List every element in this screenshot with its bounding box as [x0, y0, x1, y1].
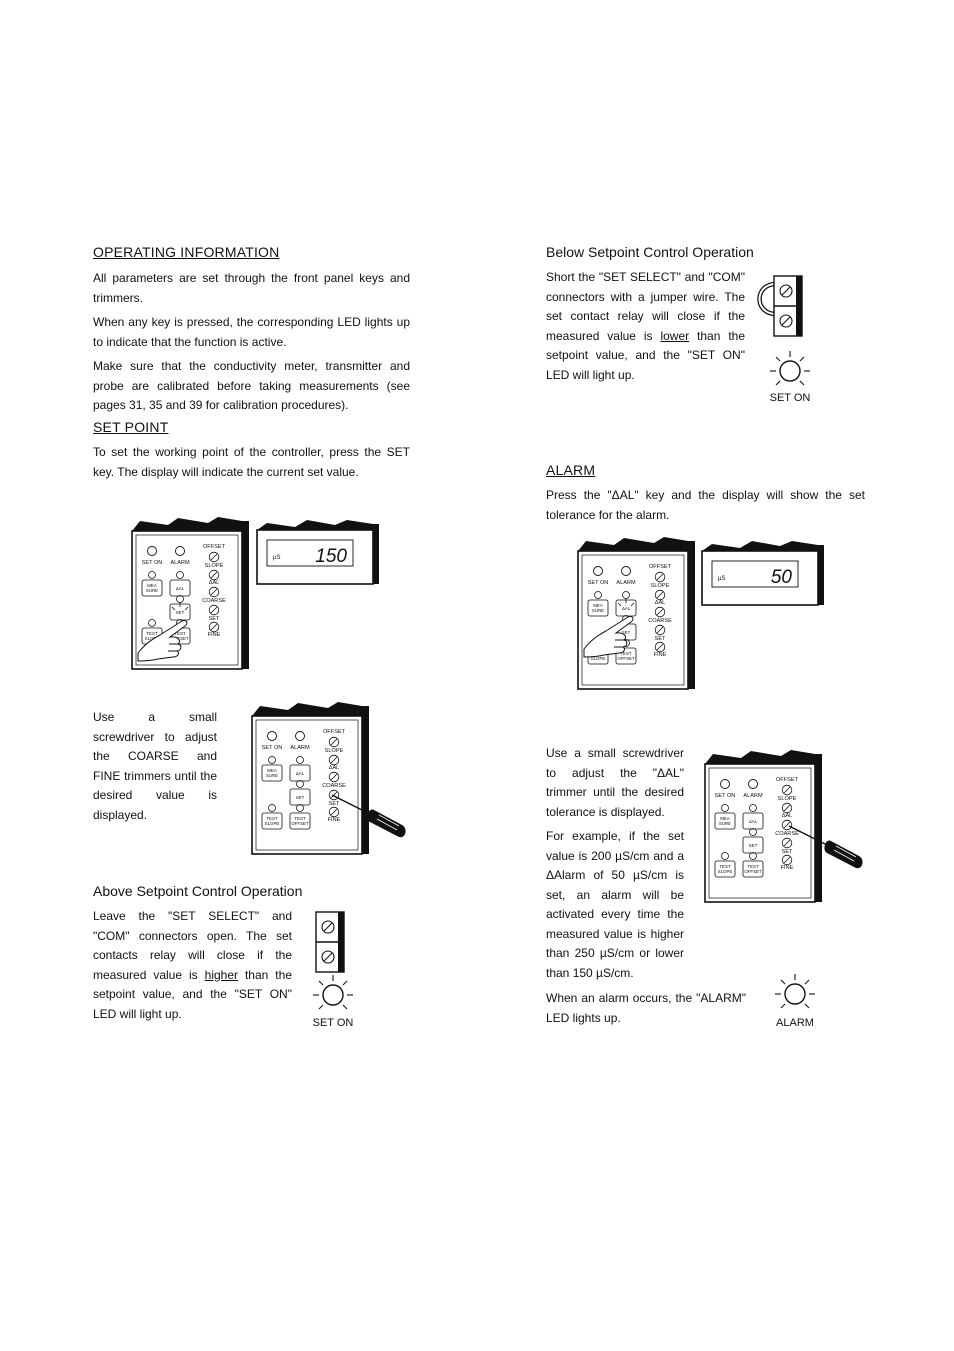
operating-paragraph-1: All parameters are set through the front panel keys and trimmers.	[93, 271, 410, 305]
alarm-trimmer-paragraph-1: Use a small screwdriver to adjust the "ΔAL" trimmer until the desired tolerance is displayed.	[546, 746, 684, 819]
operating-information-heading: OPERATING INFORMATION	[93, 244, 280, 260]
lcd-unit-2: µS	[718, 576, 726, 582]
alarm-trimmer-text	[546, 744, 684, 983]
alarm-text	[546, 486, 865, 525]
alarm-trimmer-paragraph-2: For example, if the set value is 200 µS/cm and a ΔAlarm of 50 µS/cm is set, an alarm will be activated every time the measured value is higher than 250 µS/cm or lower than 150 µS/cm.	[546, 829, 684, 980]
alarm-illustration	[576, 537, 836, 697]
above-setpoint-heading: Above Setpoint Control Operation	[93, 883, 303, 899]
operating-paragraph-2: When any key is pressed, the corresponding LED lights up to indicate that the function is active.	[93, 315, 410, 349]
lcd-value-2: 50	[770, 567, 792, 588]
set-point-heading: SET POINT	[93, 419, 169, 435]
coarse-fine-instructions	[93, 708, 217, 825]
alarm-paragraph: Press the "ΔAL" key and the display will show the set tolerance for the alarm.	[546, 488, 865, 522]
lcd-value: 150	[315, 546, 347, 567]
set-on-led-label: SET ON	[312, 1017, 354, 1029]
alarm-heading: ALARM	[546, 462, 596, 478]
alarm-led-paragraph: When an alarm occurs, the "ALARM" LED lights up.	[546, 991, 746, 1025]
below-setpoint-illustration	[752, 270, 832, 410]
lcd-unit: µS	[273, 555, 281, 561]
alarm-trimmer-illustration	[703, 750, 868, 910]
coarse-fine-illustration	[250, 702, 415, 862]
set-on-led-label-2: SET ON	[769, 392, 811, 404]
alarm-led-text	[546, 989, 746, 1028]
operating-paragraph-3: Make sure that the conductivity meter, transmitter and probe are calibrated before taking measurements (see pages 31, 35 and 39 for calibration procedures).	[93, 359, 410, 412]
operating-information-text	[93, 269, 410, 416]
below-setpoint-heading: Below Setpoint Control Operation	[546, 244, 754, 260]
alarm-led-illustration	[765, 970, 827, 1032]
set-point-illustration	[130, 517, 390, 677]
set-point-text	[93, 443, 410, 482]
below-setpoint-paragraph: Short the "SET SELECT" and "COM" connectors with a jumper wire. The set contact relay will close if the measured value is lower than the setpoint value, and the "SET ON" LED will light up.	[546, 270, 745, 382]
above-setpoint-paragraph: Leave the "SET SELECT" and "COM" connectors open. The set contacts relay will close if the measured value is higher than the setpoint value, and the "SET ON" LED will light up.	[93, 909, 292, 1021]
above-setpoint-illustration	[300, 908, 370, 1033]
set-point-paragraph: To set the working point of the controller, press the SET key. The display will indicate the current set value.	[93, 445, 410, 479]
below-setpoint-text	[546, 268, 745, 385]
above-setpoint-text	[93, 907, 292, 1024]
coarse-fine-paragraph: Use a small screwdriver to adjust the COARSE and FINE trimmers until the desired value is displayed.	[93, 710, 217, 822]
alarm-led-label: ALARM	[776, 1017, 814, 1029]
